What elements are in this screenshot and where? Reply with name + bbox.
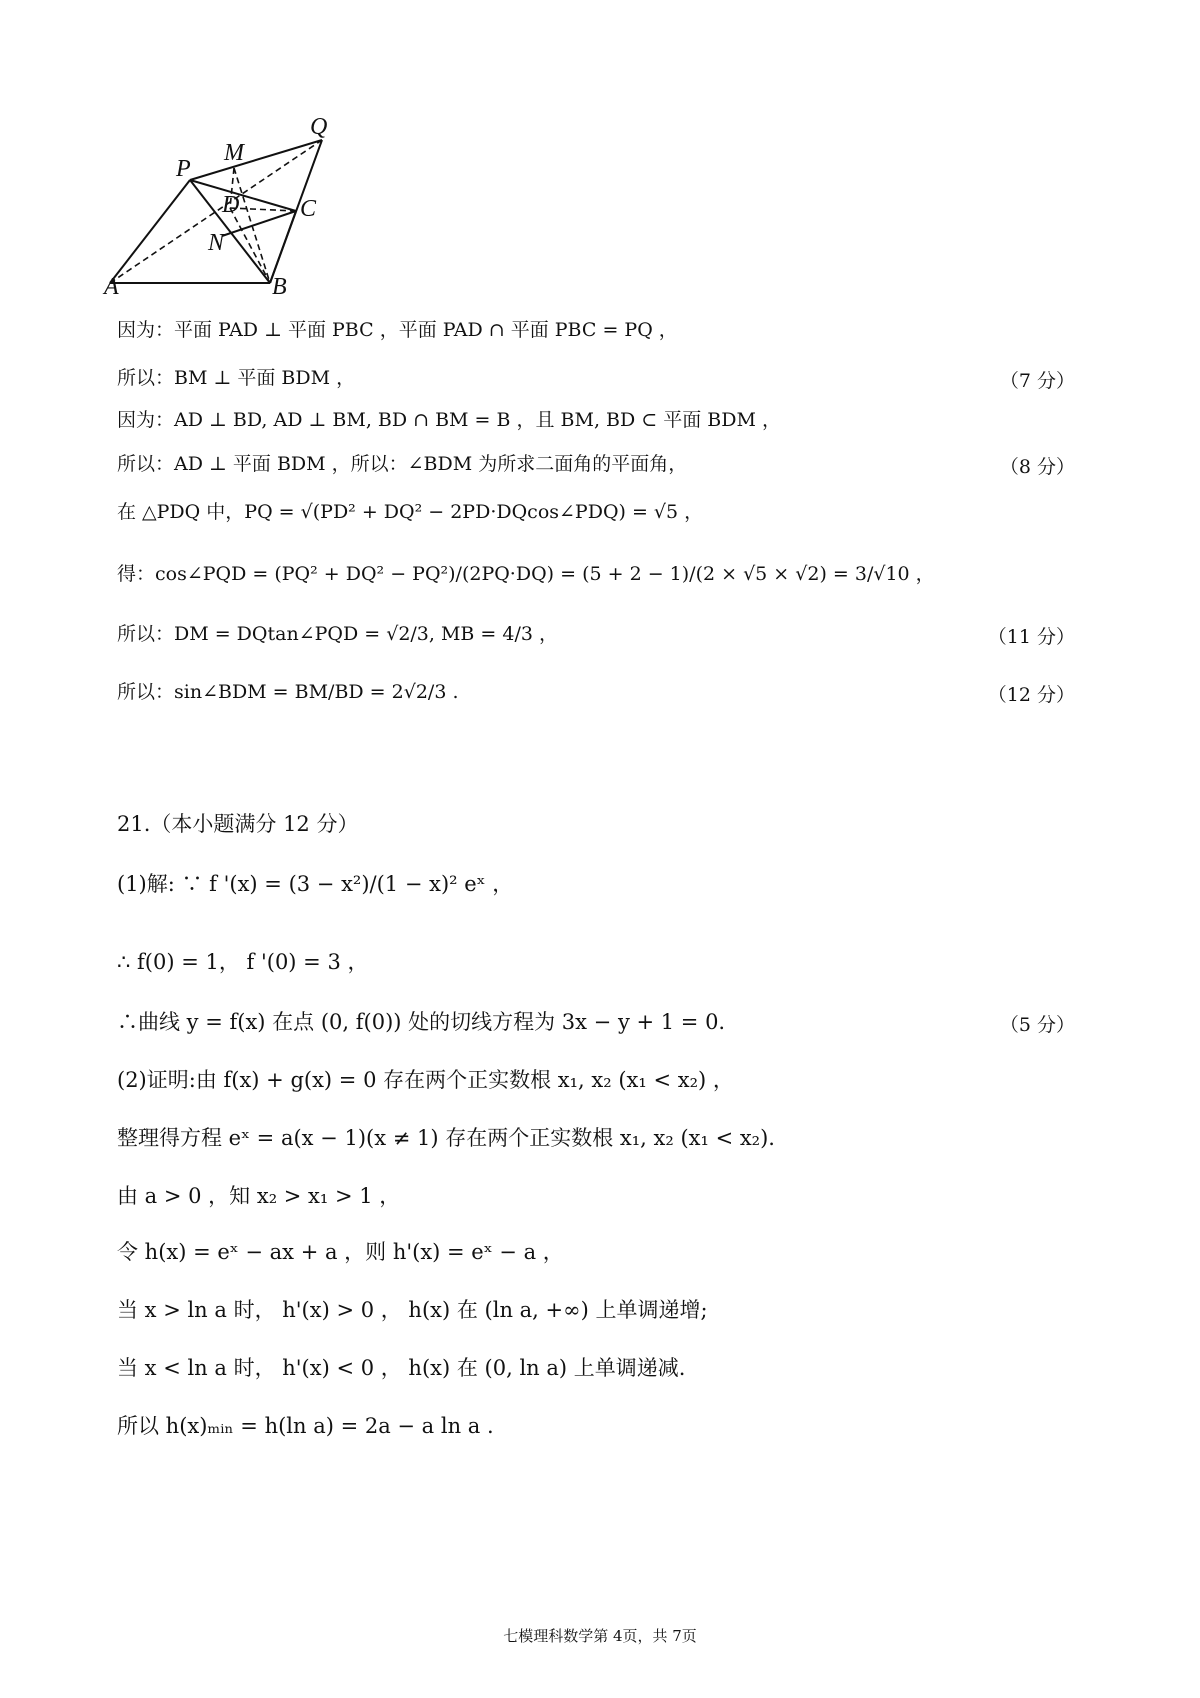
label-Q: Q bbox=[310, 114, 328, 140]
label-C: C bbox=[300, 196, 317, 222]
edge-CB bbox=[270, 211, 296, 283]
solution-line-3: 因为：AD ⊥ BD, AD ⊥ BM, BD ∩ BM = B ，且 BM, BD ⊂ 平面 BDM ， bbox=[117, 409, 781, 431]
score-5: （5 分） bbox=[999, 1014, 1075, 1036]
solution-line-17: 当 x < ln a 时， h'(x) < 0 ， h(x) 在 (0, ln a) 上单调递减. bbox=[117, 1356, 686, 1380]
solution-line-2: 所以：BM ⊥ 平面 BDM ， bbox=[117, 367, 356, 389]
label-N: N bbox=[208, 230, 225, 256]
solution-line-10: ∴ f(0) = 1， f '(0) = 3 ， bbox=[117, 950, 369, 974]
solution-line-8: 所以：sin∠BDM = BM/BD = 2√2/3 . bbox=[117, 681, 459, 703]
page-footer: 七模理科数学第 4页，共 7页 bbox=[503, 1627, 697, 1645]
solution-line-7: 所以：DM = DQtan∠PQD = √2/3, MB = 4/3 ， bbox=[117, 623, 559, 645]
solution-line-4: 所以：AD ⊥ 平面 BDM ，所以：∠BDM 为所求二面角的平面角， bbox=[117, 453, 688, 475]
solution-line-5: 在 △PDQ 中，PQ = √(PD² + DQ² − 2PD·DQcos∠PDQ) = √5 ， bbox=[117, 501, 704, 523]
solution-line-18: 所以 h(x)ₘᵢₙ = h(ln a) = 2a − a ln a . bbox=[117, 1414, 494, 1438]
score-11: （11 分） bbox=[987, 626, 1075, 648]
solution-line-1: 因为：平面 PAD ⊥ 平面 PBC ，平面 PAD ∩ 平面 PBC = PQ ， bbox=[117, 319, 678, 341]
solution-line-16: 当 x > ln a 时， h'(x) > 0 ， h(x) 在 (ln a, +∞) 上单调递增; bbox=[117, 1298, 708, 1322]
edge-MB bbox=[234, 168, 270, 283]
label-M: M bbox=[224, 140, 244, 166]
solution-line-15: 令 h(x) = eˣ − ax + a ，则 h'(x) = eˣ − a ， bbox=[117, 1240, 564, 1264]
solution-line-12: (2)证明:由 f(x) + g(x) = 0 存在两个正实数根 x₁, x₂ (x₁ < x₂) ， bbox=[117, 1068, 734, 1092]
score-8: （8 分） bbox=[999, 456, 1075, 478]
label-P: P bbox=[176, 156, 191, 182]
solution-line-6: 得：cos∠PQD = (PQ² + DQ² − PQ²)/(2PQ·DQ) = (5 + 2 − 1)/(2 × √5 × √2) = 3/√10 ， bbox=[117, 563, 935, 585]
label-D: D bbox=[222, 192, 240, 218]
score-7: （7 分） bbox=[999, 370, 1075, 392]
edge-PA bbox=[110, 180, 190, 283]
edge-PQ bbox=[190, 140, 322, 180]
edge-PC bbox=[190, 180, 296, 211]
label-A: A bbox=[104, 274, 119, 300]
solution-line-11: ∴曲线 y = f(x) 在点 (0, f(0)) 处的切线方程为 3x − y + 1 = 0. bbox=[117, 1010, 726, 1034]
solution-line-9: (1)解: ∵ f '(x) = (3 − x²)/(1 − x)² eˣ ， bbox=[117, 872, 514, 896]
solution-line-13: 整理得方程 eˣ = a(x − 1)(x ≠ 1) 存在两个正实数根 x₁, x₂ (x₁ < x₂). bbox=[117, 1126, 775, 1150]
geometry-figure bbox=[104, 114, 400, 328]
label-B: B bbox=[272, 274, 287, 300]
question-21-heading: 21.（本小题满分 12 分） bbox=[117, 812, 359, 836]
solution-line-14: 由 a > 0 ，知 x₂ > x₁ > 1 ， bbox=[117, 1184, 401, 1208]
score-12: （12 分） bbox=[987, 684, 1075, 706]
